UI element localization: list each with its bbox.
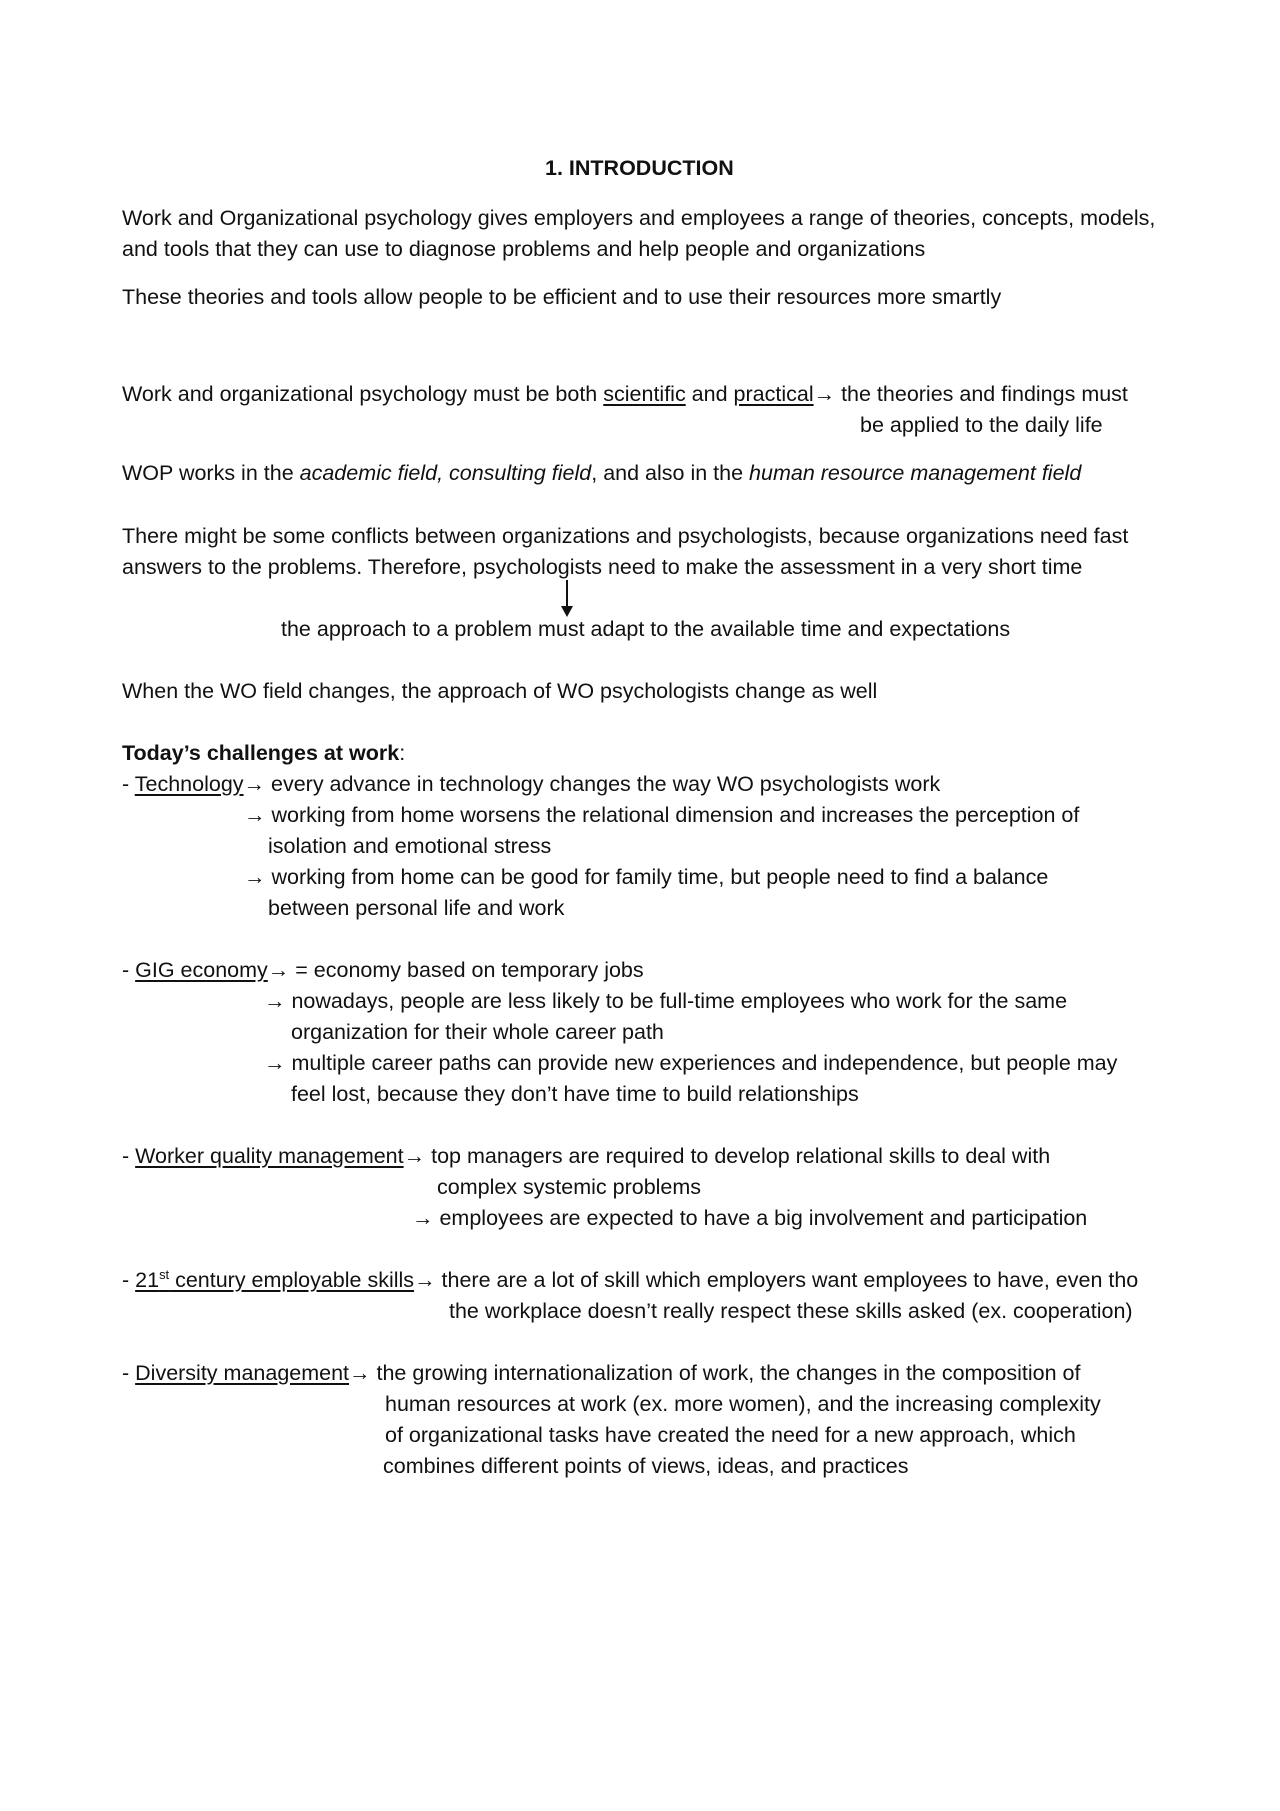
technology-bullet-2-line-2: between personal life and work bbox=[268, 896, 565, 920]
conflicts-result: the approach to a problem must adapt to the available time and expectations bbox=[281, 617, 1011, 641]
technology-bullet-2-line-1: → working from home can be good for family time, but people need to find a balance bbox=[244, 865, 1049, 889]
diversity-arrow-text: → the growing internationalization of work, the changes in the composition of bbox=[349, 1361, 1081, 1385]
skills-term-rest: century employable skills bbox=[169, 1268, 415, 1292]
term-worker-quality-management: Worker quality management bbox=[135, 1144, 404, 1168]
gig-item bbox=[122, 960, 644, 982]
page-title: 1. INTRODUCTION bbox=[545, 156, 734, 180]
scientific-practical-line bbox=[122, 384, 1128, 406]
gig-bullet-1-line-2: organization for their whole career path bbox=[291, 1020, 664, 1044]
gig-arrow-text: → = economy based on temporary jobs bbox=[267, 958, 644, 982]
diversity-item bbox=[122, 1363, 1080, 1385]
gig-bullet-2-line-1: → multiple career paths can provide new experiences and independence, but people may bbox=[264, 1051, 1118, 1075]
gig-bullet-1-line-1: → nowadays, people are less likely to be full-time employees who work for the same bbox=[264, 989, 1068, 1013]
term-21st-century-skills bbox=[135, 1268, 414, 1292]
scientific-line-2: be applied to the daily life bbox=[860, 413, 1103, 437]
gig-bullet-2-line-2: feel lost, because they don’t have time to build relationships bbox=[291, 1082, 859, 1106]
scientific-mid: and bbox=[685, 382, 734, 406]
technology-bullet-1-line-2: isolation and emotional stress bbox=[268, 834, 552, 858]
worker-bullet-1: → employees are expected to have a big involvement and participation bbox=[412, 1206, 1088, 1230]
down-arrow-head-icon bbox=[561, 606, 573, 617]
worker-line-2: complex systemic problems bbox=[437, 1175, 702, 1199]
term-technology: Technology bbox=[134, 772, 244, 796]
wop-italic-fields: academic field, consulting field bbox=[299, 461, 592, 485]
conflicts-line-2: answers to the problems. Therefore, psychologists need to make the assessment in a very short time bbox=[122, 555, 1083, 579]
diversity-line-2: human resources at work (ex. more women), and the increasing complexity bbox=[385, 1392, 1101, 1416]
term-scientific: scientific bbox=[603, 382, 686, 406]
worker-arrow-text: → top managers are required to develop relational skills to deal with bbox=[403, 1144, 1051, 1168]
technology-bullet-1-line-1: → working from home worsens the relational dimension and increases the perception of bbox=[244, 803, 1080, 827]
technology-dash: - bbox=[122, 772, 135, 796]
skills-dash: - bbox=[122, 1268, 136, 1292]
diversity-line-4: combines different points of views, ideas, and practices bbox=[383, 1454, 909, 1478]
intro-line-2: and tools that they can use to diagnose problems and help people and organizations bbox=[122, 237, 926, 261]
field-change-line: When the WO field changes, the approach of WO psychologists change as well bbox=[122, 679, 878, 703]
challenges-heading bbox=[122, 743, 405, 765]
scientific-pre: Work and organizational psychology must be both bbox=[122, 382, 604, 406]
term-diversity-management: Diversity management bbox=[135, 1361, 350, 1385]
challenges-colon: : bbox=[399, 741, 406, 765]
skills-item bbox=[122, 1266, 1139, 1292]
skills-arrow-text: → there are a lot of skill which employers want employees to have, even tho bbox=[414, 1268, 1139, 1292]
intro-line-1: Work and Organizational psychology gives employers and employees a range of theories, concepts, models, bbox=[122, 206, 1156, 230]
worker-dash: - bbox=[122, 1144, 136, 1168]
wop-fields-line bbox=[122, 463, 1081, 485]
skills-term-superscript: st bbox=[159, 1266, 170, 1282]
skills-line-2: the workplace doesn’t really respect these skills asked (ex. cooperation) bbox=[449, 1299, 1133, 1323]
skills-term-number: 21 bbox=[135, 1268, 160, 1292]
diversity-line-3: of organizational tasks have created the need for a new approach, which bbox=[385, 1423, 1076, 1447]
challenges-heading-text: Today’s challenges at work bbox=[122, 741, 400, 765]
technology-arrow-text: → every advance in technology changes the way WO psychologists work bbox=[243, 772, 941, 796]
gig-dash: - bbox=[122, 958, 136, 982]
wop-italic-hr: human resource management field bbox=[749, 461, 1082, 485]
worker-quality-item bbox=[122, 1146, 1050, 1168]
diversity-dash: - bbox=[122, 1361, 136, 1385]
term-practical: practical bbox=[733, 382, 814, 406]
wop-mid: , and also in the bbox=[591, 461, 750, 485]
technology-item bbox=[122, 774, 940, 796]
intro-paragraph-2: These theories and tools allow people to be efficient and to use their resources more smartly bbox=[122, 285, 1002, 309]
scientific-post: → the theories and findings must bbox=[813, 382, 1128, 406]
conflicts-line-1: There might be some conflicts between organizations and psychologists, because organizations need fast bbox=[122, 524, 1129, 548]
term-gig-economy: GIG economy bbox=[135, 958, 268, 982]
wop-pre: WOP works in the bbox=[122, 461, 300, 485]
